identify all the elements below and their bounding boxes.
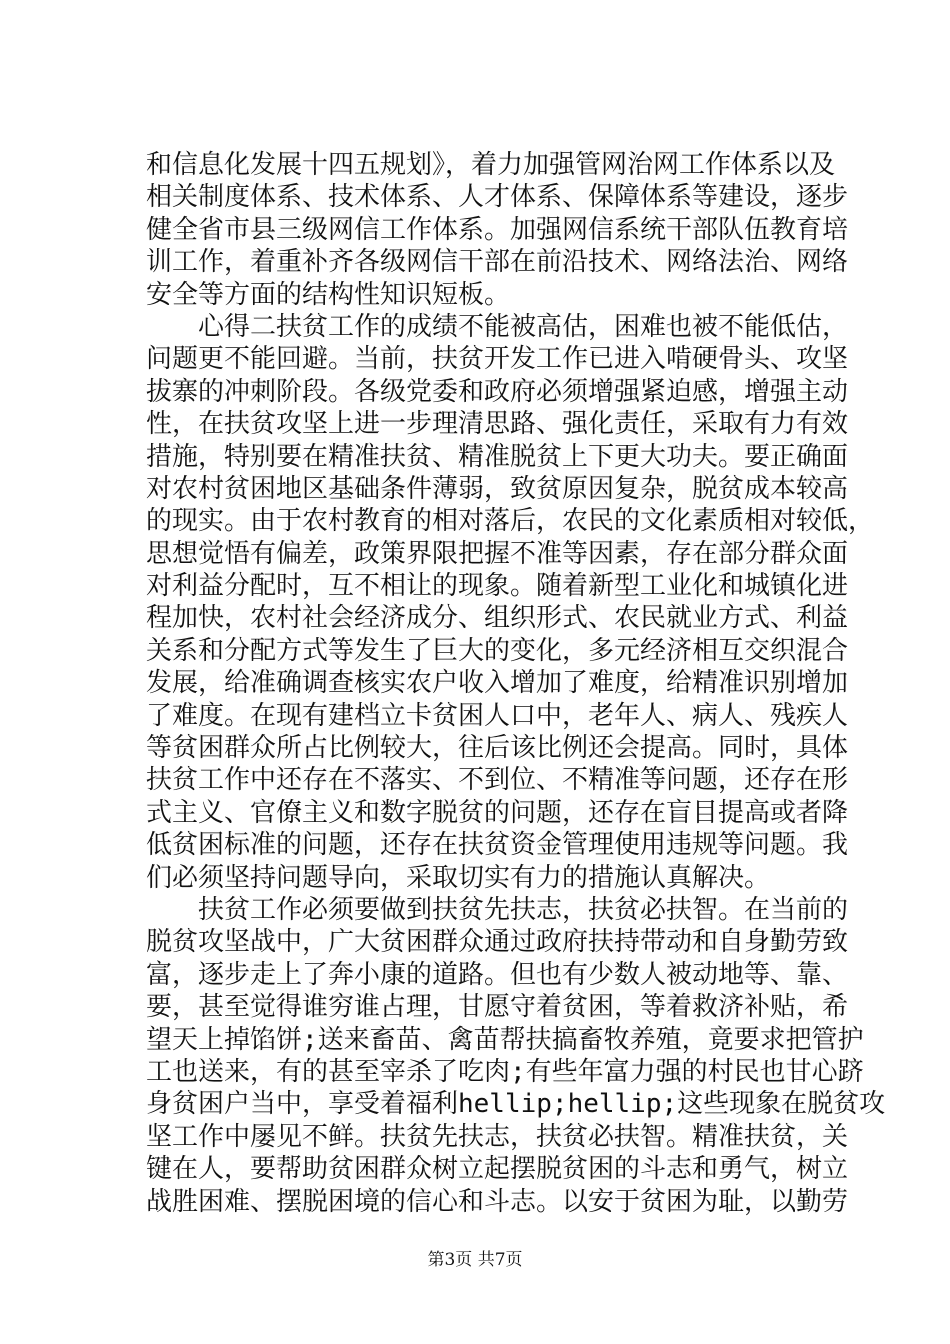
text-line: 和信息化发展十四五规划》，着力加强管网治网工作体系以及 [146, 150, 836, 180]
text-line: 富，逐步走上了奔小康的道路。但也有少数人被动地等、靠、 [146, 959, 849, 990]
text-line: 程加快，农村社会经济成分、组织形式、农民就业方式、利益 [146, 603, 849, 634]
text-line: 对利益分配时，互不相让的现象。随着新型工业化和城镇化进 [146, 571, 849, 602]
text-line: 发展，给准确调查核实农户收入增加了难度，给精准识别增加 [146, 668, 849, 699]
text-line: 坚工作中屡见不鲜。扶贫先扶志，扶贫必扶智。精准扶贫，关 [146, 1121, 849, 1152]
text-line: 了难度。在现有建档立卡贫困人口中，老年人、病人、残疾人 [146, 700, 849, 731]
text-line: 安全等方面的结构性知识短板。 [146, 279, 511, 310]
text-line: 心得二扶贫工作的成绩不能被高估，困难也被不能低估， [146, 311, 849, 342]
text-line: 拔寨的冲刺阶段。各级党委和政府必须增强紧迫感，增强主动 [146, 376, 849, 407]
text-line: 望天上掉馅饼;送来畜苗、禽苗帮扶搞畜牧养殖，竟要求把管护 [146, 1024, 864, 1055]
page-number-footer: 第3页 共7页 [427, 1250, 523, 1270]
text-line: 战胜困难、摆脱困境的信心和斗志。以安于贫困为耻，以勤劳 [146, 1186, 849, 1217]
text-line: 问题更不能回避。当前，扶贫开发工作已进入啃硬骨头、攻坚 [146, 344, 849, 375]
text-line: 的现实。由于农村教育的相对落后，农民的文化素质相对较低， [146, 506, 875, 537]
text-line: 性，在扶贫攻坚上进一步理清思路、强化责任，采取有力有效 [146, 409, 849, 440]
text-line: 训工作，着重补齐各级网信干部在前沿技术、网络法治、网络 [146, 247, 849, 278]
text-line: 们必须坚持问题导向，采取切实有力的措施认真解决。 [146, 862, 771, 893]
text-line: 等贫困群众所占比例较大，往后该比例还会提高。同时，具体 [146, 733, 849, 764]
text-line: 措施，特别要在精准扶贫、精准脱贫上下更大功夫。要正确面 [146, 441, 849, 472]
text-line: 相关制度体系、技术体系、人才体系、保障体系等建设，逐步 [146, 182, 849, 213]
text-line: 式主义、官僚主义和数字脱贫的问题，还存在盲目提高或者降 [146, 797, 849, 828]
text-line: 思想觉悟有偏差，政策界限把握不准等因素，存在部分群众面 [146, 538, 849, 569]
text-line: 关系和分配方式等发生了巨大的变化，多元经济相互交织混合 [146, 635, 849, 666]
text-line: 低贫困标准的问题，还存在扶贫资金管理使用违规等问题。我 [146, 830, 849, 861]
text-line: 扶贫工作中还存在不落实、不到位、不精准等问题，还存在形 [146, 765, 849, 796]
text-line: 身贫困户当中，享受着福利hellip;hellip;这些现象在脱贫攻 [146, 1089, 886, 1120]
text-line: 要，甚至觉得谁穷谁占理，甘愿守着贫困，等着救济补贴，希 [146, 992, 849, 1023]
text-line: 键在人，要帮助贫困群众树立起摆脱贫困的斗志和勇气，树立 [146, 1154, 849, 1185]
text-line: 脱贫攻坚战中，广大贫困群众通过政府扶持带动和自身勤劳致 [146, 927, 849, 958]
text-line: 对农村贫困地区基础条件薄弱，致贫原因复杂，脱贫成本较高 [146, 473, 849, 504]
document-body [146, 149, 886, 1218]
text-line: 扶贫工作必须要做到扶贫先扶志，扶贫必扶智。在当前的 [146, 894, 849, 925]
text-line: 工也送来，有的甚至宰杀了吃肉;有些年富力强的村民也甘心跻 [146, 1056, 864, 1087]
text-line: 健全省市县三级网信工作体系。加强网信系统干部队伍教育培 [146, 214, 849, 245]
